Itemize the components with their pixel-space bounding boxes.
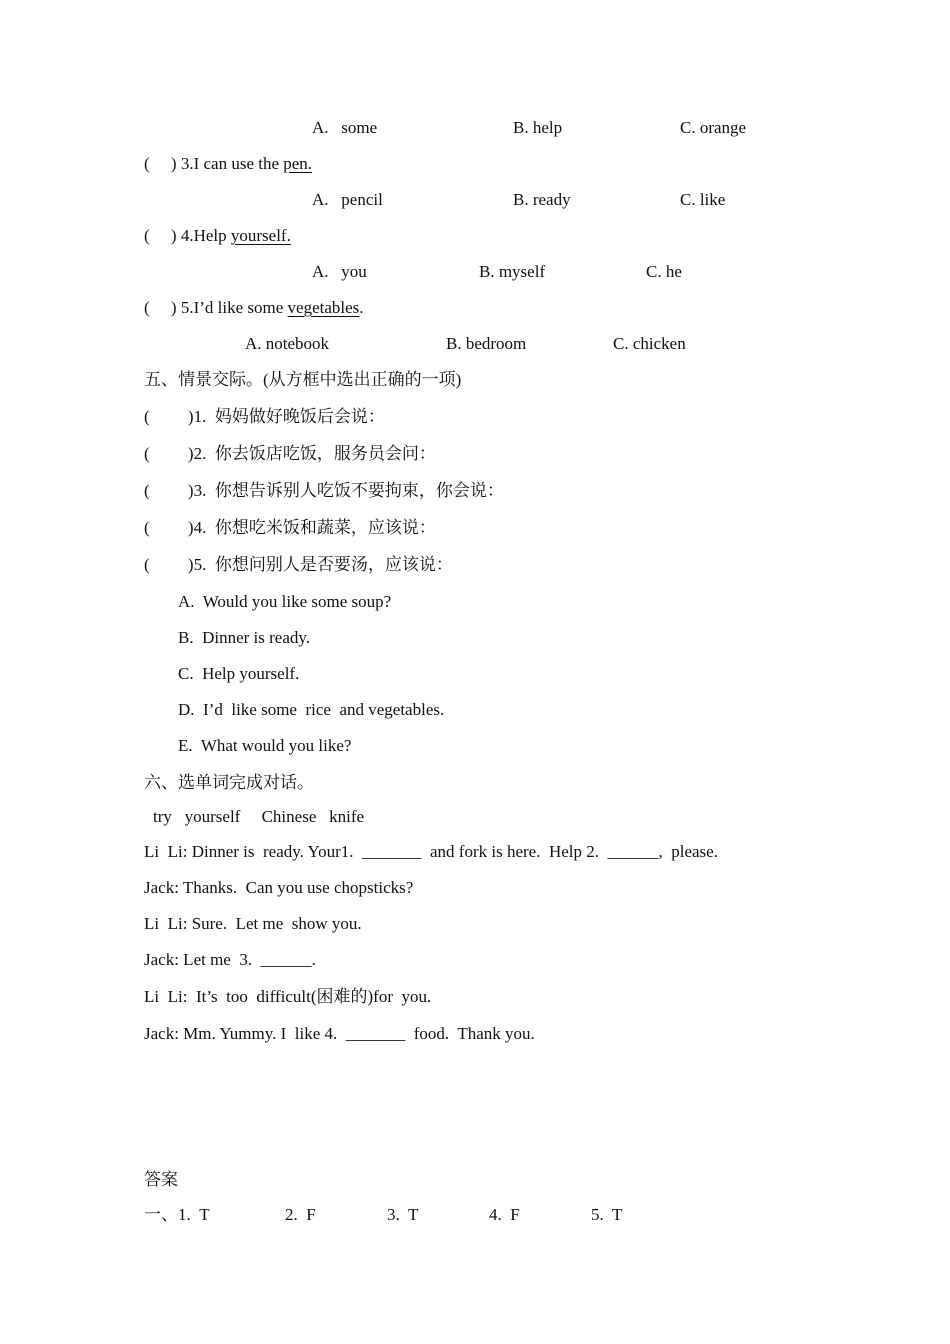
question-4-underlined: yourself. — [230, 226, 291, 245]
word-bank: try yourself Chinese knife — [153, 807, 365, 826]
answer-2: 2. F — [285, 1205, 316, 1224]
section5-choice: A. Would you like some soup? — [178, 592, 392, 611]
q5-option-a: A. notebook — [245, 334, 330, 353]
question-5-prefix: ( ) 5.I’d like some — [144, 298, 288, 317]
dialogue-line: Jack: Let me 3. ______. — [144, 950, 316, 969]
dialogue-line: Li Li: Sure. Let me show you. — [144, 914, 362, 933]
q2-option-b: B. help — [513, 118, 563, 137]
q5-option-c: C. chicken — [613, 334, 686, 353]
question-4-prefix: ( ) 4.Help — [144, 226, 231, 245]
section5-choice: B. Dinner is ready. — [178, 628, 311, 647]
q3-option-c: C. like — [680, 190, 726, 209]
question-4 — [144, 226, 291, 246]
question-3-prefix: ( ) 3.I can use the — [144, 154, 284, 173]
section5-item: ( )1. 妈妈做好晚饭后会说： — [144, 407, 385, 426]
section5-item: ( )3. 你想告诉别人吃饭不要拘束，你会说： — [144, 481, 504, 500]
question-3 — [144, 154, 312, 174]
dialogue-line: Jack: Mm. Yummy. I like 4. _______ food. Thank you. — [144, 1024, 535, 1043]
q3-option-a: A. pencil — [312, 190, 383, 209]
q4-option-a: A. you — [312, 262, 367, 281]
answers-heading: 答案 — [144, 1170, 178, 1189]
q4-option-c: C. he — [646, 262, 682, 281]
q2-option-a: A. some — [312, 118, 378, 137]
section5-item: ( )2. 你去饭店吃饭，服务员会问： — [144, 444, 436, 463]
section5-choice: E. What would you like? — [178, 736, 352, 755]
answer-5: 5. T — [591, 1205, 623, 1224]
question-3-underlined: pen. — [283, 154, 313, 173]
answer-1: 一、1. T — [144, 1205, 210, 1224]
q4-option-b: B. myself — [479, 262, 546, 281]
dialogue-line: Li Li: It’s too difficult(困难的)for you. — [144, 987, 432, 1006]
dialogue-line: Jack: Thanks. Can you use chopsticks? — [144, 878, 414, 897]
q2-option-c: C. orange — [680, 118, 747, 137]
question-5 — [144, 298, 364, 318]
answer-3: 3. T — [387, 1205, 419, 1224]
q5-option-b: B. bedroom — [446, 334, 527, 353]
section6-heading: 六、选单词完成对话。 — [144, 773, 314, 792]
q3-option-b: B. ready — [513, 190, 571, 209]
dialogue-line: Li Li: Dinner is ready. Your1. _______ and fork is here. Help 2. ______, please. — [144, 842, 718, 861]
question-5-underlined: vegetables — [287, 298, 360, 317]
question-5-suffix: . — [359, 298, 364, 317]
section5-heading: 五、情景交际。(从方框中选出正确的一项) — [144, 370, 462, 389]
section5-item: ( )5. 你想问别人是否要汤，应该说： — [144, 555, 453, 574]
section5-choice: C. Help yourself. — [178, 664, 300, 683]
section5-choice: D. I’d like some rice and vegetables. — [178, 700, 445, 719]
section5-item: ( )4. 你想吃米饭和蔬菜，应该说： — [144, 518, 436, 537]
answer-4: 4. F — [489, 1205, 520, 1224]
